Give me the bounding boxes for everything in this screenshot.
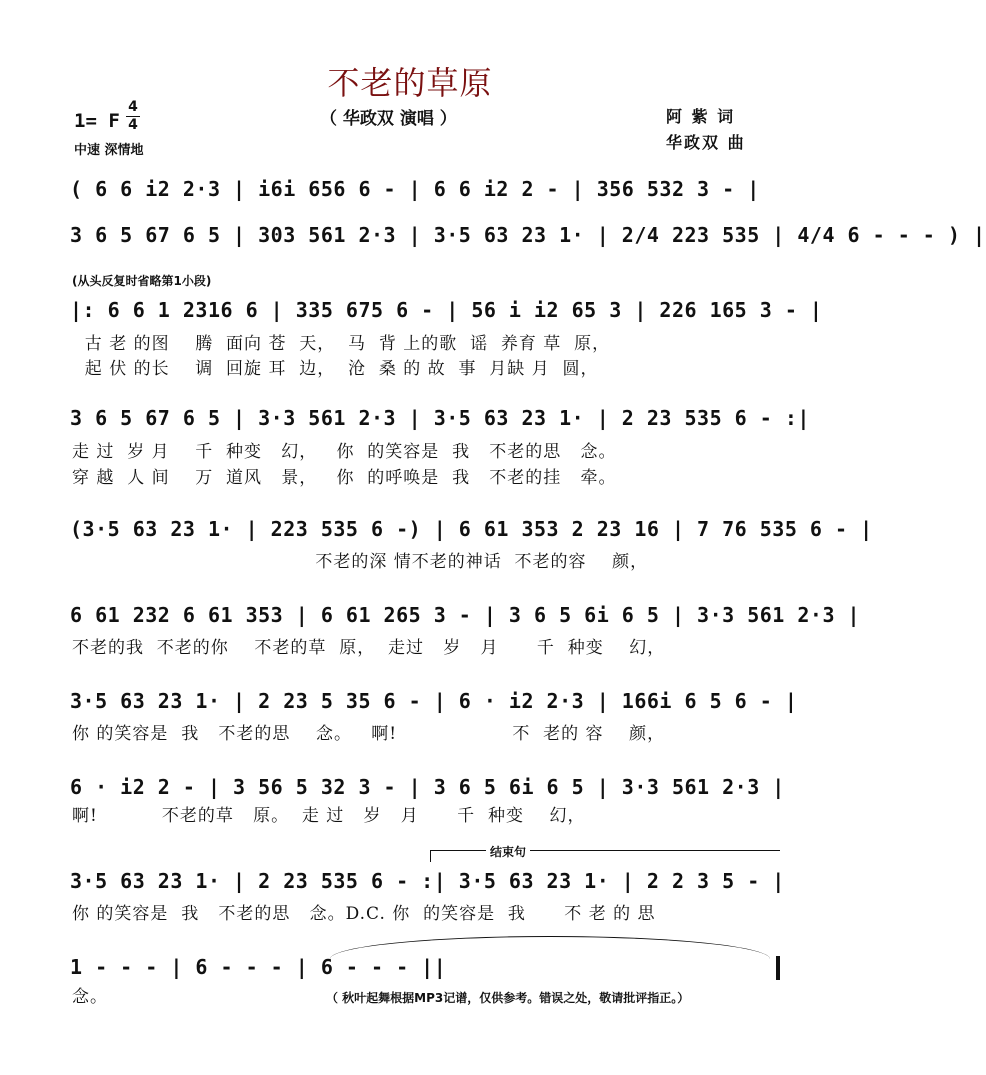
performer-subtitle: （ 华政双 演唱 ） (320, 109, 457, 129)
lyric-line-4-verse-2: 穿 越 人 间 万 道风 景， 你 的呼唤是 我 不老的挂 牵。 (72, 468, 617, 488)
key-signature: 1= F (74, 110, 120, 132)
time-signature (126, 100, 140, 133)
notation-line-3: |: 6 6 1 2316 6 | 335 675 6 - | 56 i i2 65 3 | 226 165 3 - | (70, 298, 823, 322)
lyric-line-4-verse-1: 走 过 岁 月 千 种变 幻， 你 的笑容是 我 不老的思 念。 (72, 442, 617, 462)
time-signature-top: 4 (128, 99, 138, 115)
lyric-line-8: 啊! 不老的草 原。 走 过 岁 月 千 种变 幻， (72, 806, 586, 826)
lyric-line-3-verse-2: 起 伏 的长 调 回旋 耳 边， 沧 桑 的 故 事 月缺 月 圆， (72, 359, 599, 379)
notation-line-5: (3·5 63 23 1· | 223 535 6 -) | 6 61 353 2 23 16 | 7 76 535 6 - | (70, 517, 873, 541)
notation-line-1: ( 6 6 i2 2·3 | i6i 656 6 - | 6 6 i2 2 - | 356 532 3 - | (70, 177, 760, 201)
lyricist-credit: 阿 紫 词 (666, 107, 736, 126)
lyric-line-3-verse-1: 古 老 的图 腾 面向 苍 天， 马 背 上的歌 谣 养育 草 原， (72, 334, 611, 354)
notation-line-8: 6 · i2 2 - | 3 56 5 32 3 - | 3 6 5 6i 6 5 | 3·3 561 2·3 | (70, 775, 785, 799)
notation-line-2: 3 6 5 67 6 5 | 303 561 2·3 | 3·5 63 23 1· | 2/4 223 535 | 4/4 6 - - - ) | (70, 223, 986, 247)
song-title: 不老的草原 (327, 64, 493, 102)
notation-line-9: 3·5 63 23 1· | 2 23 535 6 - :| 3·5 63 23 1· | 2 2 3 5 - | (70, 869, 785, 893)
ending-bracket (430, 850, 780, 851)
ending-label: 结束句 (486, 843, 530, 860)
notation-line-10: 1 - - - | 6 - - - | 6 - - - || (70, 955, 447, 979)
notation-line-4: 3 6 5 67 6 5 | 3·3 561 2·3 | 3·5 63 23 1· | 2 23 535 6 - :| (70, 406, 810, 430)
composer-credit: 华政双 曲 (666, 133, 746, 152)
ending-bracket-tick (430, 850, 431, 862)
final-barline (776, 956, 780, 980)
tempo-marking: 中速 深情地 (74, 143, 144, 158)
footnote: （ 秋叶起舞根据MP3记谱，仅供参考。错误之处，敬请批评指正。） (326, 991, 690, 1005)
lyric-line-5: 不老的深 情不老的神话 不老的容 颜， (72, 552, 649, 572)
notation-line-6: 6 61 232 6 61 353 | 6 61 265 3 - | 3 6 5 6i 6 5 | 3·3 561 2·3 | (70, 603, 861, 627)
repeat-note: (从头反复时省略第1小段) (72, 274, 212, 288)
lyric-line-10: 念。 (72, 987, 108, 1007)
time-signature-bottom: 4 (128, 117, 138, 133)
lyric-line-6: 不老的我 不老的你 不老的草 原， 走过 岁 月 千 种变 幻， (72, 638, 666, 658)
lyric-line-9: 你 的笑容是 我 不老的思 念。D.C. 你 的笑容是 我 不 老 的 思 (72, 904, 656, 924)
notation-line-7: 3·5 63 23 1· | 2 23 5 35 6 - | 6 · i2 2·3 | 166i 6 5 6 - | (70, 689, 798, 713)
lyric-line-7: 你 的笑容是 我 不老的思 念。 啊! 不 老的 容 颜， (72, 724, 666, 744)
